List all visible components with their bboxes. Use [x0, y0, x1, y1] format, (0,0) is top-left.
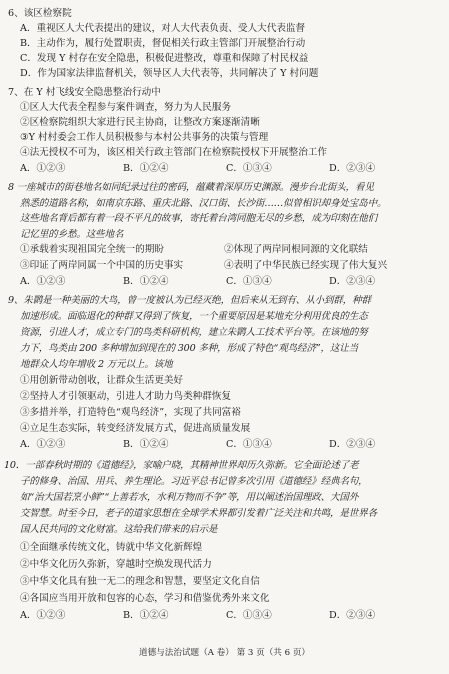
q9-text-1: 9、朱鹮是一种美丽的大鸟，曾一度被认为已经灭绝，但后来从无到有、从小到群，种群: [8, 295, 371, 306]
q8-item-2: ②体现了两岸同根同源的文化联结: [224, 244, 368, 255]
q6-option-c: C．发现 Y 村存在安全隐患，积极促进整改，尊重和保障了村民权益: [20, 53, 309, 64]
page-footer: 道德与法治试题（A 卷） 第 3 页（共 6 页）: [138, 648, 311, 658]
q10-item-1: ①全面继承传统文化，铸就中华文化新辉煌: [20, 542, 203, 553]
q8-choices: [20, 275, 449, 288]
q6-option-b: B．主动作为，履行处置职责，督促相关行政主管部门开展整治行动: [20, 38, 306, 49]
q10-choice-b: B．①②④: [123, 610, 169, 621]
q7-choice-a: A．①②③: [20, 163, 66, 174]
q8-text-3: 这些地名背后都有着一段不平凡的故事，寄托着台湾同胞无尽的乡愁，成为印刻在他们: [20, 213, 377, 224]
q9-choices: [20, 438, 449, 451]
q8-choice-b: B．①②④: [123, 276, 169, 287]
q7-item-1: ①区人大代表全程参与案件调查，努力为人民服务: [20, 102, 232, 113]
q9-text-3: 资源，引进人才，成立专门的鸟类科研机构，建立朱鹮人工技术平台等。在该地的努: [20, 327, 368, 338]
q8-items-row-1: [20, 243, 449, 256]
q7-item-4: ④法无授权不可为，该区相关行政主管部门在检察院授权下开展整治工作: [20, 147, 327, 158]
q6-option-a: A．重视区人大代表提出的建议，对人大代表负责、受人大代表监督: [20, 23, 306, 34]
q7-choice-b: B．①②④: [123, 163, 169, 174]
q10-text-1: 10．一部春秋时期的《道德经》，家喻户晓，其精神世界却历久弥新。它全面论述了老: [4, 460, 359, 471]
q8-text-1: 8 一座城市的街巷地名如同纪录过往的密码，蕴藏着深厚历史渊源。漫步台北街头，看见: [8, 182, 374, 193]
q8-choice-c: C．①③④: [226, 276, 272, 287]
q7-choice-d: D．②③④: [329, 163, 376, 174]
q9-choice-d: D．②③④: [329, 439, 376, 450]
q9-choice-c: C．①③④: [226, 439, 272, 450]
q7-item-2: ②区检察院组织大家进行民主协商，让整改方案逐渐清晰: [20, 117, 260, 128]
q9-choice-b: B．①②④: [123, 439, 169, 450]
q10-choice-d: D．②③④: [329, 610, 376, 621]
q8-items-row-2: [20, 259, 449, 272]
q10-item-2: ②中华文化历久弥新，穿越时空焕发现代活力: [20, 559, 212, 570]
q10-choice-a: A．①②③: [20, 610, 66, 621]
q10-text-4: 交智慧。时至今日，老子的道家思想在全球学术界都引发着广泛关注和共鸣，是世界各: [20, 508, 377, 519]
q10-text-2: 子的修身、治国、用兵、养生理论。习近平总书记曾多次引用《道德经》经典名句，: [20, 476, 368, 487]
q7-choices: [20, 162, 449, 175]
q8-item-4: ④表明了中华民族已经实现了伟大复兴: [224, 260, 388, 271]
q8-item-3: ③印证了两岸同属一个中国的历史事实: [20, 260, 184, 271]
q8-choice-d: D．②③④: [329, 276, 376, 287]
q9-text-5: 地群众人均年增收 2 万元以上。该地: [20, 359, 173, 370]
q8-text-4: 记忆里的乡愁。这些地名: [20, 229, 124, 240]
q9-text-4: 力下，鸟类由 200 多种增加到现在的 300 多种，形成了特色“观鸟经济”，这让当: [20, 343, 359, 354]
q9-item-1: ①用创新带动创收，让群众生活更美好: [20, 375, 184, 386]
q9-item-2: ②坚持人才引领驱动，引进人才助力鸟类种群恢复: [20, 391, 232, 402]
q8-text-2: 熟悉的道路名称，如南京东路、重庆北路、汉口街、长沙街……似曾相识却身处宝岛中。: [20, 198, 387, 209]
q8-choice-a: A．①②③: [20, 276, 66, 287]
q10-item-4: ④各国应当用开放和包容的心态，学习和借鉴优秀外来文化: [20, 593, 270, 604]
q10-text-5: 国人民共同的文化财富。这给我们带来的启示是: [20, 524, 218, 535]
q6-stem: 6、该区检察院: [8, 8, 72, 19]
q7-stem: 7、在 Y 村飞线安全隐患整治行动中: [8, 87, 161, 98]
q6-option-d: D．作为国家法律监督机关，领导区人大代表等，共同解决了 Y 村问题: [20, 68, 319, 79]
q9-item-4: ④立足生态实际，转变经济发展方式，促进高质量发展: [20, 423, 251, 434]
q10-item-3: ③中华文化具有独一无二的理念和智慧，要坚定文化自信: [20, 576, 260, 587]
q9-text-2: 加速形成。面临退化的种群又得到了恢复，一个重要原因是某地充分利用优良的生态: [20, 311, 368, 322]
q7-item-3: ③Y 村村委会工作人员积极参与本村公共事务的决策与管理: [20, 132, 269, 143]
q10-choice-c: C．①③④: [226, 610, 272, 621]
q8-item-1: ①承载着实现祖国完全统一的期盼: [20, 244, 164, 255]
q9-choice-a: A．①②③: [20, 439, 66, 450]
q9-item-3: ③多措并举，打造特色“观鸟经济”，实现了共同富裕: [20, 407, 241, 418]
q10-text-3: 如“治大国若烹小鲜”“上善若水，水利万物而不争”等，用以阐述治国理政、大国外: [20, 492, 359, 503]
q7-choice-c: C．①③④: [226, 163, 272, 174]
q10-choices: [20, 609, 449, 622]
